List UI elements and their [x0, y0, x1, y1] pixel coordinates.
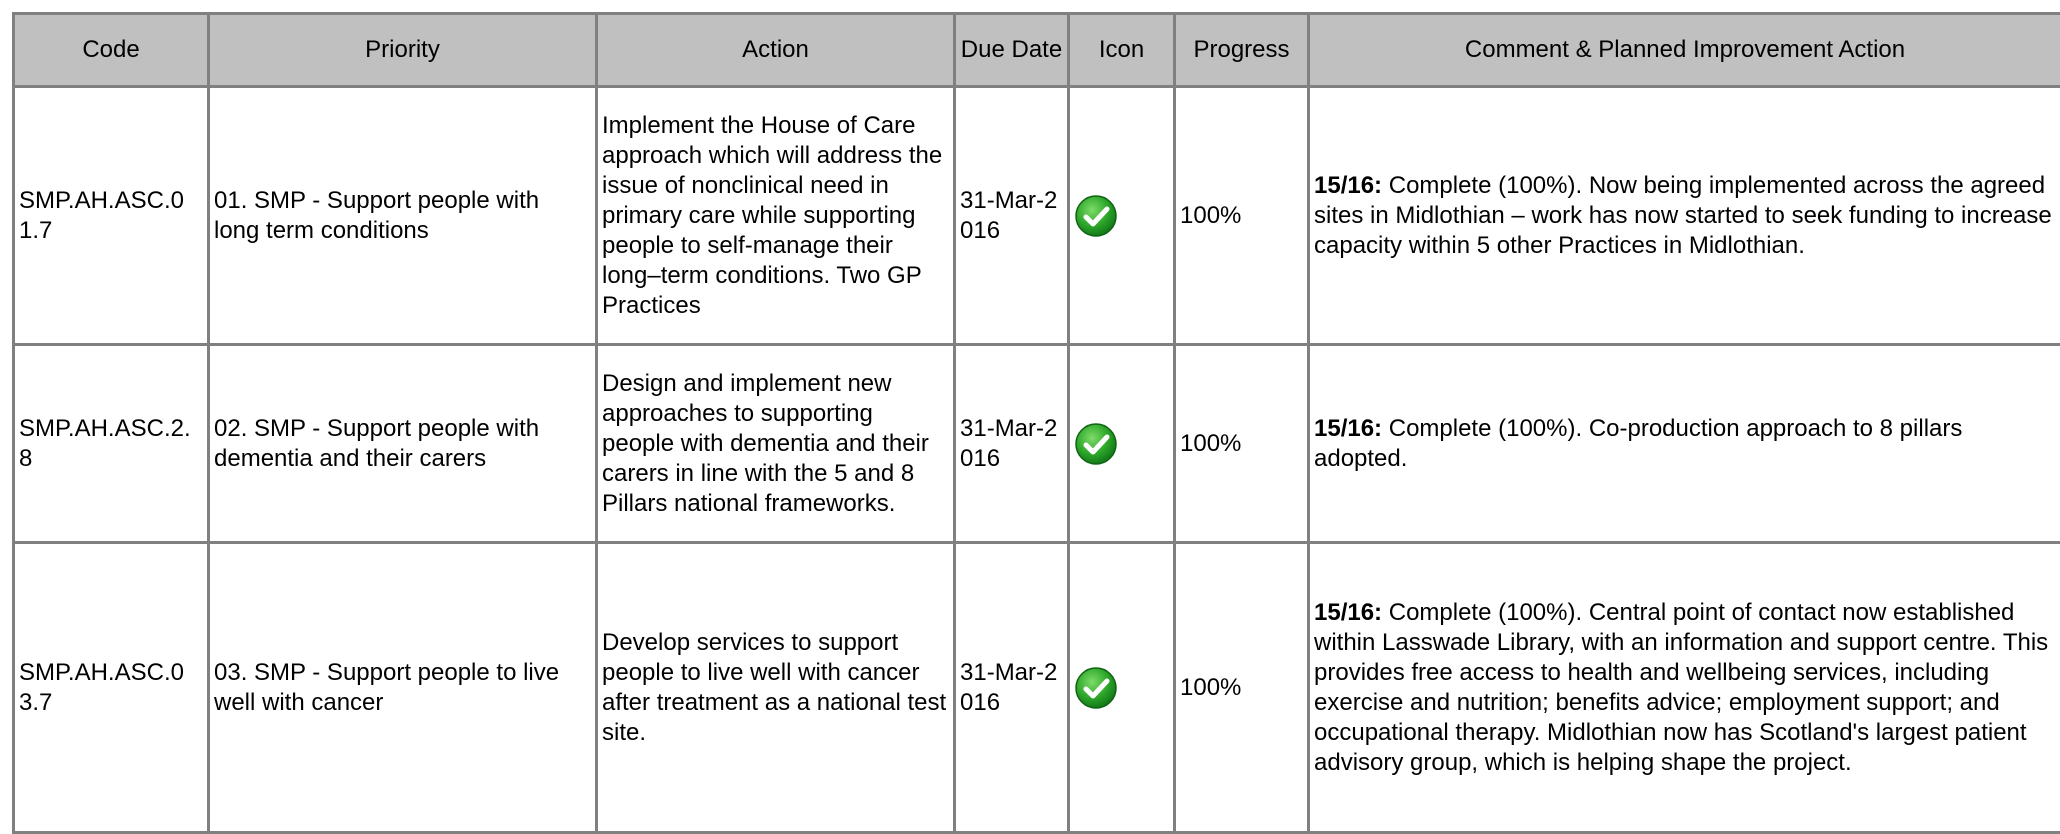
- action-cell: Develop services to support people to live well with cancer after treatment as a national test site.: [597, 543, 955, 833]
- green-check-icon: [1074, 666, 1118, 710]
- column-header-progress: Progress: [1175, 14, 1309, 87]
- comment-period-label: 15/16:: [1314, 599, 1382, 626]
- action-cell: Implement the House of Care approach which will address the issue of nonclinical need in primary care while supporting people to self-manage their long–term conditions. Two GP Practices: [597, 87, 955, 345]
- comment-period-label: 15/16:: [1314, 415, 1382, 442]
- table-row: [14, 543, 2060, 833]
- table-row: [14, 87, 2060, 345]
- progress-cell: 100%: [1175, 543, 1309, 833]
- priority-cell: 02. SMP - Support people with dementia and their carers: [209, 345, 597, 543]
- icon-cell: [1069, 345, 1175, 543]
- priority-cell: 03. SMP - Support people to live well with cancer: [209, 543, 597, 833]
- priority-cell: 01. SMP - Support people with long term conditions: [209, 87, 597, 345]
- column-header-code: Code: [14, 14, 209, 87]
- comment-period-label: 15/16:: [1314, 172, 1382, 199]
- column-header-priority: Priority: [209, 14, 597, 87]
- comment-text: Complete (100%). Central point of contact now established within Lasswade Library, with an information and support centre. This provides free access to health and wellbeing services, including exercise and nutrition; benefits advice; employment support; and occupational therapy. Midlothian now has Scotland's largest patient advisory group, which is helping shape the project.: [1314, 599, 2048, 776]
- performance-report-table: [12, 12, 2060, 834]
- code-cell: SMP.AH.ASC.03.7: [14, 543, 209, 833]
- green-check-icon: [1074, 422, 1118, 466]
- column-header-icon: Icon: [1069, 14, 1175, 87]
- due-date-cell: 31-Mar-2016: [955, 543, 1069, 833]
- progress-cell: 100%: [1175, 87, 1309, 345]
- table-row: [14, 345, 2060, 543]
- column-header-due-date: Due Date: [955, 14, 1069, 87]
- code-cell: SMP.AH.ASC.01.7: [14, 87, 209, 345]
- progress-cell: 100%: [1175, 345, 1309, 543]
- table-header: [14, 14, 2060, 87]
- due-date-cell: 31-Mar-2016: [955, 345, 1069, 543]
- table-body: [14, 87, 2060, 833]
- action-cell: Design and implement new approaches to supporting people with dementia and their carers in line with the 5 and 8 Pillars national frameworks.: [597, 345, 955, 543]
- green-check-icon: [1074, 194, 1118, 238]
- icon-cell: [1069, 543, 1175, 833]
- comment-text: Complete (100%). Co-production approach to 8 pillars adopted.: [1314, 415, 1962, 472]
- comment-text: Complete (100%). Now being implemented across the agreed sites in Midlothian – work has now started to seek funding to increase capacity within 5 other Practices in Midlothian.: [1314, 172, 2052, 259]
- comment-cell: [1309, 345, 2060, 543]
- column-header-action: Action: [597, 14, 955, 87]
- comment-cell: [1309, 543, 2060, 833]
- column-header-comment: Comment & Planned Improvement Action: [1309, 14, 2060, 87]
- comment-cell: [1309, 87, 2060, 345]
- icon-cell: [1069, 87, 1175, 345]
- header-row: [14, 14, 2060, 87]
- due-date-cell: 31-Mar-2016: [955, 87, 1069, 345]
- code-cell: SMP.AH.ASC.2.8: [14, 345, 209, 543]
